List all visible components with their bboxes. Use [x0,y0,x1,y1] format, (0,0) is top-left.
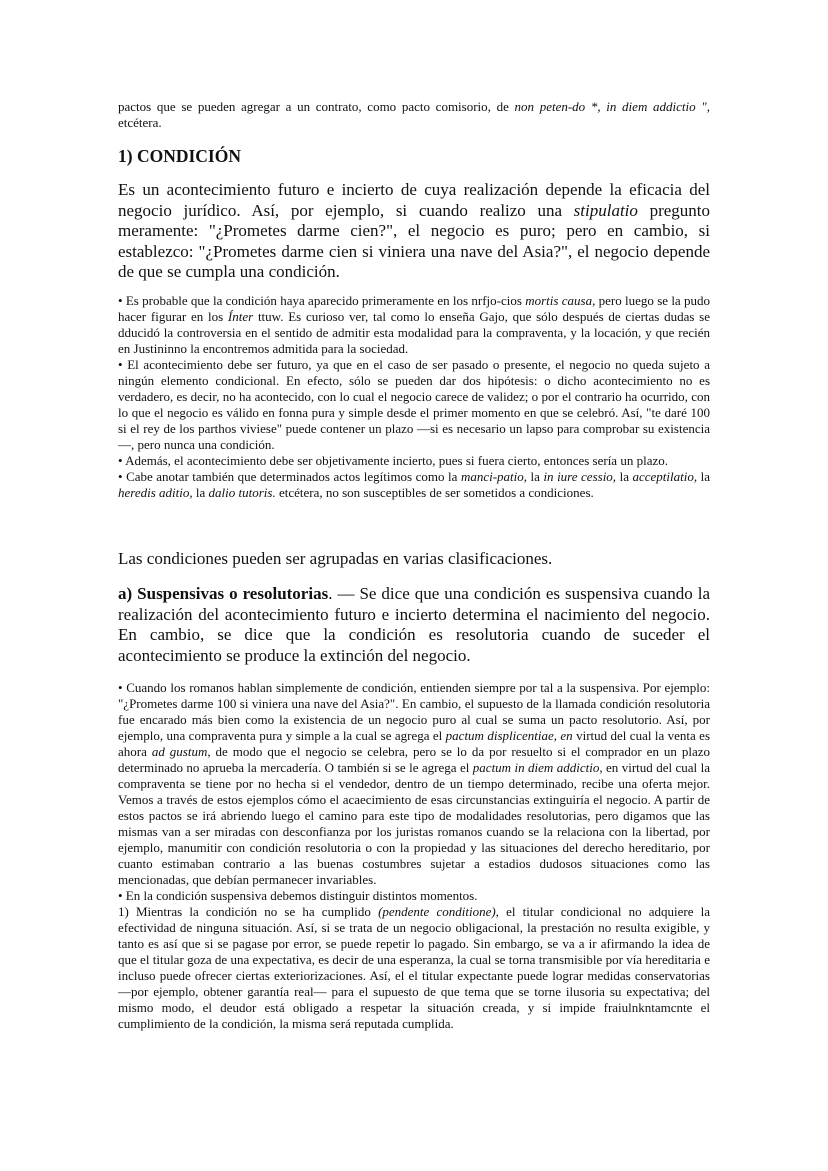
latin-term: non peten-do *, in diem addictio ", [514,99,710,114]
note-paragraph: • Además, el acontecimiento debe ser objetivamente incierto, pues si fuera cierto, entonces sería un plazo. [118,453,668,468]
notes-block-1 [118,293,710,501]
note-paragraph: • El acontecimiento debe ser futuro, ya que en el caso de ser pasado o presente, el negocio no queda sujeto a ningún elemento condicional. En efecto, sólo se pueden dar dos hipótesis: o dicho acontecimiento no es verdadero, es decir, no ha acontecido, con lo cual el negocio carece de validez; o por el contrario ha ocurrido, con lo que el negocio es válido en fonna pura y simple desde el primer momento en que se celebró. Así, "te daré 100 si el rey de los parthos viviese" puede contener un plazo —si es necesario un lapso para comprobar su existencia—, pero nunca una condición. [118,357,710,452]
subsection-title: a) Suspensivas o resolutorias [118,584,329,603]
note-paragraph [118,469,710,501]
text-run: • Es probable que la condición haya aparecido primeramente en los nrfjo-cios [118,293,526,308]
latin-term: ad gustum, [151,744,211,759]
text-run: de modo que el negocio se celebra, pero se lo da por resuelto si el comprador en un plazo determinado no aprueba la mercadería. O también si se le agrega el [118,744,710,775]
notes-block-2 [118,680,710,1032]
note-paragraph [118,680,710,888]
text-run: pactos que se pueden agregar a un contrato, como pacto comisorio, de [118,99,515,114]
text-run: etcétera. [118,115,162,130]
text-run: la [697,469,711,484]
latin-term: pactum displicentiae, en [445,728,573,743]
latin-term: Ínter [227,309,254,324]
classification-intro: Las condiciones pueden ser agrupadas en varias clasificaciones. [118,549,553,568]
note-paragraph [118,293,710,357]
latin-term: in iure cessio, [543,469,617,484]
latin-term: dalio tutoris. [208,485,276,500]
latin-term: acceptilatio, [632,469,698,484]
text-run: 1) Mientras la condición no se ha cumplido [118,904,379,919]
text-run: pero luego se la pudo hacer figurar en los [118,293,710,324]
note-paragraph: • En la condición suspensiva debemos distinguir distintos momentos. [118,888,478,903]
latin-term: manci-patio, [460,469,528,484]
note-paragraph [118,904,710,1032]
latin-term: stipulatio [573,200,638,220]
section-heading: 1) CONDICIÓN [118,146,241,166]
text-run: • Cabe anotar también que determinados actos legítimos como la [118,469,461,484]
text-run: ttuw. Es curioso ver, tal como lo enseña Gajo, que sólo después de ciertas dudas se dducidó la controversia en el sentido de admitir esta modalidad para la compraventa, y la locación, y que recién en Justininno la encontremos admitida para la sociedad. [118,309,710,356]
subsection-a-paragraph [118,584,710,666]
text-run: etcétera, no son susceptibles de ser sometidos a condiciones. [275,485,594,500]
latin-term: heredis aditio, [118,485,193,500]
text-run: pregunto meramente: "¿Prometes darme cien?", el negocio es puro; pero en cambio, si establezco: "¿Prometes darme cien si viniera una nave del Asia?", el negocio depende de que se cumpla una condición. [118,200,710,281]
latin-term: mortis causa, [525,293,596,308]
text-run: la [192,485,209,500]
text-run: la [527,469,544,484]
text-run: • Cuando los romanos hablan simplemente de condición, entienden siempre por tal a la suspensiva. Por ejemplo: "¿Prometes darme 100 si viniera una nave del Asia?". En cambio, el supuesto de la llamada condición resolutoria fue encarado más bien como la existencia de un negocio puro al cual se suma un pacto resolutorio. Así, por ejemplo, una compraventa pura y simple a la cual se agrega el [118,680,710,743]
text-run: Es un acontecimiento futuro e incierto de cuya realización depende la eficacia del negocio jurídico. Así, por ejemplo, si cuando realizo una [118,180,710,220]
text-run: . — Se dice que una condición es suspensiva cuando la realización del acontecimiento futuro e incierto determina el nacimiento del negocio. En cambio, se dice que la condición es resolutoria cuando de suceder el acontecimiento se produce la extinción del negocio. [118,584,711,665]
text-run: la [616,469,633,484]
text-run: el titular condicional no adquiere la efectividad de ninguna situación. Así, si se trata de un negocio obligacional, la prestación no resulta exigible, y tanto es así que si se pagase por error, se puede repetir lo pagado. Sin embargo, se va a ir afirmando la idea de que el titular goza de una expectativa, es decir de una esperanza, la cual se torna transmisible por vía hereditaria e incluso puede ofrecer ciertas exteriorizaciones. Así, el el titular expectante puede lograr medidas conservatorias —por ejemplo, obtener garantía real— para el supuesto de que tema que se torne ilusoria su expectativa; del mismo modo, el deudor está obligado a respetar la situación creada, y si impide fraiulnkntamcnte el cumplimiento de la condición, la misma será reputada cumplida. [118,904,710,1031]
latin-term: pactum in diem addictio, [472,760,603,775]
latin-term: (pendente conditione), [378,904,499,919]
text-run: virtud del cual la venta es ahora [118,728,710,759]
text-run: en virtud del cual la compraventa se tiene por no hecha si el vendedor, dentro de un tiempo determinado, recibe una oferta mejor. Vemos a través de estos ejemplos cómo el acaecimiento de esas circunstancias extinguiría el negocio. A partir de estos pactos se irá abriendo luego el camino para este tipo de modalidades resolutorias, pero digamos que las mismas van a ser miradas con desconfianza por los juristas romanos cuando se la relaciona con la libertad, por ejemplo, manumitir con condición resolutoria o con la propiedad y las situaciones del derecho hereditario, por cuanto estimaban contrario a las buenas costumbres sujetar a estadios dudosos situaciones como las mencionadas, que debían permanecer invariables. [118,760,710,887]
intro-paragraph [118,99,710,131]
definition-paragraph [118,180,710,283]
